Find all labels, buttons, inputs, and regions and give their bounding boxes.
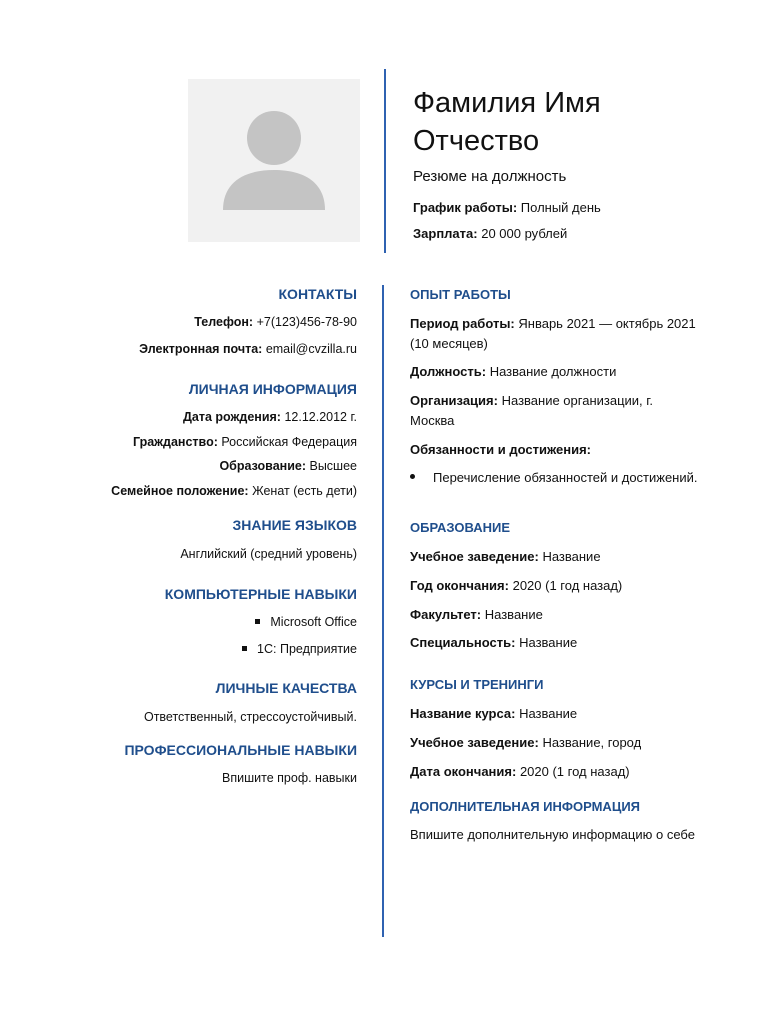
birth-value: 12.12.2012 г.	[284, 410, 357, 424]
period-row	[410, 314, 700, 354]
education-title: ОБРАЗОВАНИЕ	[410, 520, 510, 535]
personal-title: ЛИЧНАЯ ИНФОРМАЦИЯ	[188, 381, 357, 397]
duties-label: Обязанности и достижения:	[410, 442, 591, 457]
faculty-value: Название	[484, 607, 543, 622]
family-label: Семейное положение:	[111, 484, 249, 498]
org-row	[410, 391, 700, 431]
schedule-row	[413, 200, 601, 215]
education-level-value: Высшее	[309, 459, 357, 473]
course-institution-value: Название, город	[542, 735, 642, 750]
citizenship-value: Российская Федерация	[221, 435, 357, 449]
column-divider	[382, 285, 384, 937]
email-row	[139, 342, 357, 356]
prof-skills-title: ПРОФЕССИОНАЛЬНЫЕ НАВЫКИ	[124, 742, 357, 758]
course-end-label: Дата окончания:	[410, 764, 517, 779]
graduation-value: 2020 (1 год назад)	[512, 578, 623, 593]
specialty-row	[410, 633, 700, 653]
period-value: Январь 2021 — октябрь 2021 (10 месяцев)	[410, 316, 696, 351]
phone-value: +7(123)456-78-90	[256, 315, 357, 329]
course-end-row	[410, 762, 700, 782]
round-bullet-icon	[410, 474, 415, 479]
qualities-value: Ответственный, стрессоустойчивый.	[143, 710, 357, 724]
specialty-label: Специальность:	[410, 635, 516, 650]
citizenship-row	[133, 435, 357, 449]
resume-position: Резюме на должность	[413, 168, 567, 185]
family-row	[111, 484, 357, 498]
specialty-value: Название	[519, 635, 578, 650]
prof-skills-value: Впишите проф. навыки	[222, 771, 357, 785]
schedule-value: Полный день	[520, 200, 601, 215]
computer-skill-text: Microsoft Office	[270, 615, 357, 629]
period-label: Период работы:	[410, 316, 515, 331]
course-end-value: 2020 (1 год назад)	[519, 764, 630, 779]
job-value: Название должности	[489, 364, 617, 379]
faculty-row	[410, 605, 700, 625]
duties-text: Перечисление обязанностей и достижений.	[433, 470, 698, 485]
course-institution-label: Учебное заведение:	[410, 735, 539, 750]
job-label: Должность:	[410, 364, 487, 379]
job-row	[410, 362, 700, 382]
duties-row	[410, 440, 700, 460]
experience-title: ОПЫТ РАБОТЫ	[410, 287, 511, 302]
courses-title: КУРСЫ И ТРЕНИНГИ	[410, 677, 544, 692]
header-divider	[384, 69, 386, 253]
graduation-label: Год окончания:	[410, 578, 509, 593]
square-bullet-icon	[255, 619, 260, 624]
qualities-title: ЛИЧНЫЕ КАЧЕСТВА	[215, 680, 357, 696]
course-institution-row	[410, 733, 700, 753]
computer-skill-item	[255, 615, 357, 629]
additional-value: Впишите дополнительную информацию о себе	[410, 827, 695, 842]
phone-label: Телефон:	[194, 315, 254, 329]
org-label: Организация:	[410, 393, 498, 408]
phone-row	[194, 315, 357, 329]
full-name: Фамилия Имя Отчество	[413, 87, 601, 157]
faculty-label: Факультет:	[410, 607, 482, 622]
graduation-row	[410, 576, 700, 596]
computer-skill-item	[242, 642, 357, 656]
birth-row	[183, 410, 357, 424]
family-value: Женат (есть дети)	[252, 484, 357, 498]
course-value: Название	[519, 706, 578, 721]
salary-label: Зарплата:	[413, 226, 478, 241]
institution-value: Название	[542, 549, 601, 564]
schedule-label: График работы:	[413, 200, 518, 215]
course-row	[410, 704, 700, 724]
institution-row	[410, 547, 700, 567]
language-value: Английский (средний уровень)	[180, 547, 357, 561]
computer-skill-text: 1С: Предприятие	[257, 642, 357, 656]
birth-label: Дата рождения:	[183, 410, 281, 424]
computer-skills-title: КОМПЬЮТЕРНЫЕ НАВЫКИ	[164, 586, 357, 602]
contacts-title: КОНТАКТЫ	[278, 286, 357, 302]
duties-item	[410, 468, 700, 488]
languages-title: ЗНАНИЕ ЯЗЫКОВ	[232, 517, 357, 533]
square-bullet-icon	[242, 646, 247, 651]
institution-label: Учебное заведение:	[410, 549, 539, 564]
salary-row	[413, 226, 567, 241]
salary-value: 20 000 рублей	[481, 226, 568, 241]
course-label: Название курса:	[410, 706, 516, 721]
email-value: email@cvzilla.ru	[265, 342, 357, 356]
email-label: Электронная почта:	[139, 342, 263, 356]
additional-title: ДОПОЛНИТЕЛЬНАЯ ИНФОРМАЦИЯ	[410, 799, 641, 814]
avatar-photo-placeholder	[188, 79, 360, 242]
education-level-row	[219, 459, 357, 473]
education-level-label: Образование:	[219, 459, 306, 473]
org-value: Название организации, г. Москва	[410, 393, 654, 428]
citizenship-label: Гражданство:	[132, 435, 218, 449]
user-silhouette-icon	[188, 79, 360, 242]
